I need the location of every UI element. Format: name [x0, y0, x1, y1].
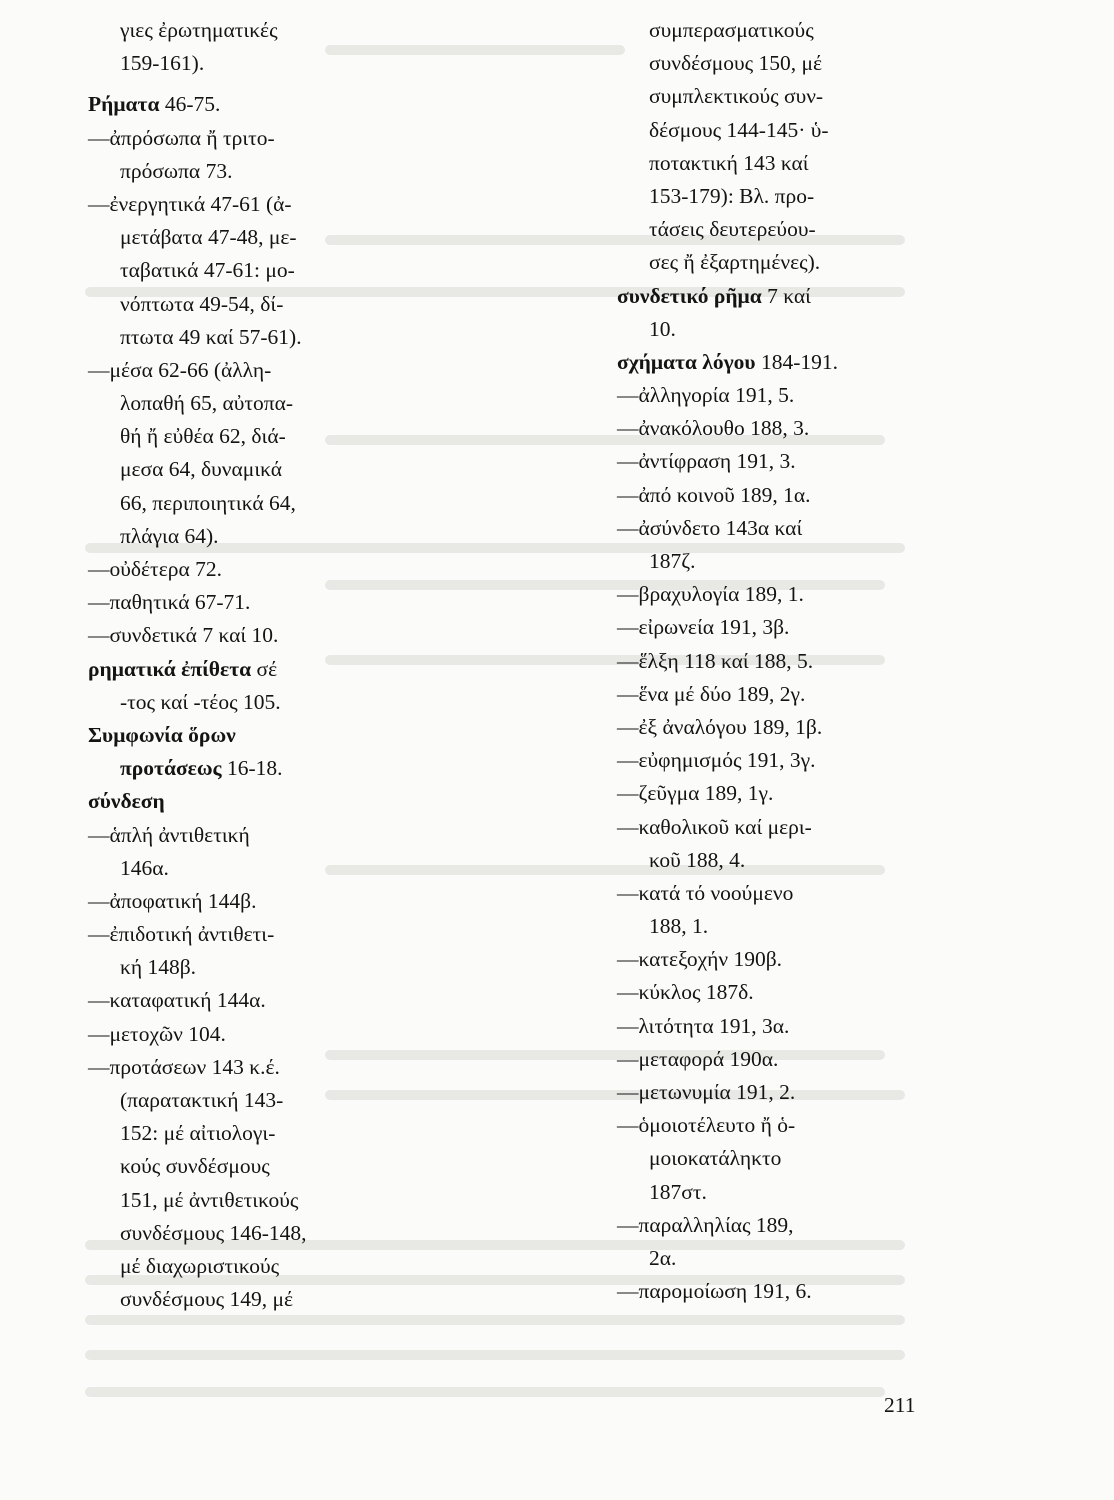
index-text: (παρατακτική 143- — [120, 1088, 284, 1112]
index-line — [88, 188, 360, 221]
index-line — [617, 313, 879, 346]
index-text: ποτακτική 143 καί — [649, 150, 809, 175]
index-line — [617, 14, 879, 47]
index-line — [88, 686, 360, 719]
index-line — [88, 984, 360, 1017]
index-line — [617, 976, 879, 1009]
index-headword: σύνδεση — [88, 789, 165, 814]
index-text: συμπλεκτικούς συν- — [649, 84, 824, 109]
index-line — [88, 487, 360, 520]
index-text: κή 148β. — [120, 955, 197, 980]
index-text: —εἰρωνεία 191, 3β. — [617, 615, 790, 640]
index-line — [88, 155, 360, 188]
index-text: 152: μέ αἰτιολογι- — [120, 1121, 276, 1146]
index-line — [88, 321, 360, 354]
index-line — [617, 1109, 879, 1142]
index-line — [617, 280, 879, 313]
index-text: —καταφατική 144α. — [88, 988, 266, 1013]
index-line — [88, 88, 360, 121]
index-text: —κατεξοχήν 190β. — [617, 947, 783, 972]
index-line — [88, 553, 360, 586]
index-headword: συνδετικό ρῆμα — [617, 283, 762, 308]
index-text: 187στ. — [649, 1179, 707, 1204]
index-text: πρόσωπα 73. — [120, 158, 233, 183]
index-text: —παθητικά 67-71. — [88, 590, 251, 615]
index-text: —ἐξ ἀναλόγου 189, 1β. — [617, 714, 823, 739]
index-text: πλάγια 64). — [120, 523, 219, 548]
index-text: λοπαθή 65, αὐτοπα- — [120, 391, 294, 416]
index-line — [617, 1076, 879, 1109]
index-reference: 7 καί — [761, 283, 811, 308]
index-headword: σχήματα λόγου — [617, 349, 756, 374]
index-line — [88, 14, 360, 47]
index-line — [617, 545, 879, 578]
index-text: —ἀνακόλουθο 188, 3. — [617, 416, 810, 441]
index-line — [617, 744, 879, 777]
index-line — [617, 412, 879, 445]
index-line — [617, 80, 879, 113]
index-text: —ἀπρόσωπα ἤ τριτο- — [88, 125, 275, 150]
index-text: ταβατικά 47-61: μο- — [120, 258, 295, 283]
index-text: 146α. — [120, 855, 169, 880]
index-line — [617, 147, 879, 180]
index-headword: προτάσεως — [120, 756, 222, 781]
index-text: —ζεῦγμα 189, 1γ. — [617, 781, 774, 806]
index-text: πτωτα 49 καί 57-61). — [120, 324, 302, 349]
index-line — [617, 1043, 879, 1076]
index-reference: σέ — [251, 656, 278, 681]
index-text: 188, 1. — [649, 914, 709, 939]
index-line — [617, 777, 879, 810]
index-line — [88, 1250, 360, 1283]
index-line — [88, 453, 360, 486]
index-line — [88, 1117, 360, 1150]
index-line — [88, 1283, 360, 1316]
index-line — [617, 1176, 879, 1209]
index-line — [617, 611, 879, 644]
index-line — [88, 1084, 360, 1117]
index-text: —κατά τό νοούμενο — [617, 880, 794, 905]
index-text: —παραλληλίας 189, — [617, 1212, 794, 1237]
index-line — [617, 844, 879, 877]
index-line — [88, 586, 360, 619]
index-line — [617, 512, 879, 545]
index-text: —μέσα 62-66 (ἀλλη- — [88, 357, 272, 382]
index-text: 151, μέ ἀντιθετικούς — [120, 1187, 299, 1212]
index-text: 10. — [649, 316, 676, 341]
index-line — [88, 619, 360, 652]
index-text: τάσεις δευτερεύου- — [649, 217, 816, 242]
index-text: —βραχυλογία 189, 1. — [617, 582, 804, 607]
index-text: —μετωνυμία 191, 2. — [617, 1080, 796, 1104]
index-line — [617, 910, 879, 943]
index-line — [88, 221, 360, 254]
index-text: —ὁμοιοτέλευτο ἤ ὁ- — [617, 1113, 796, 1138]
index-line — [88, 520, 360, 553]
index-text: μετάβατα 47-48, με- — [120, 225, 297, 250]
index-line — [88, 1184, 360, 1217]
index-text: συνδέσμους 146-148, — [120, 1220, 307, 1245]
index-text: δέσμους 144-145· ὑ- — [649, 117, 829, 142]
index-line — [617, 213, 879, 246]
index-line — [88, 852, 360, 885]
index-text: —ἕνα μέ δύο 189, 2γ. — [617, 681, 806, 706]
index-reference: 184-191. — [755, 349, 839, 374]
index-reference: 46-75. — [159, 92, 221, 117]
index-line — [617, 180, 879, 213]
index-line — [88, 1150, 360, 1183]
index-reference: 16-18. — [221, 756, 283, 781]
index-column-left — [88, 14, 360, 1316]
index-line — [617, 1275, 879, 1308]
index-text: —ἐνεργητικά 47-61 (ἀ- — [88, 191, 292, 216]
index-text: 187ζ. — [649, 549, 696, 573]
index-line — [617, 246, 879, 279]
index-line — [617, 1209, 879, 1242]
index-text: -τος καί -τέος 105. — [120, 689, 281, 714]
index-text: —μετοχῶν 104. — [88, 1021, 226, 1046]
index-text: —ἕλξη 118 καί 188, 5. — [617, 648, 814, 673]
index-line — [88, 819, 360, 852]
index-text: —ἀντίφραση 191, 3. — [617, 449, 796, 474]
index-line — [617, 346, 879, 379]
index-line — [88, 1217, 360, 1250]
index-text: —προτάσεων 143 κ.έ. — [88, 1054, 280, 1079]
index-text: θή ἤ εὐθέα 62, διά- — [120, 424, 286, 449]
index-line — [617, 943, 879, 976]
index-line — [88, 653, 360, 686]
index-line — [88, 387, 360, 420]
index-text: νόπτωτα 49-54, δί- — [120, 291, 284, 316]
index-line — [617, 47, 879, 80]
index-text: —οὐδέτερα 72. — [88, 557, 222, 581]
index-line — [88, 420, 360, 453]
index-text: μέ διαχωριστικούς — [120, 1253, 280, 1278]
index-text: —καθολικοῦ καί μερι- — [617, 814, 812, 839]
index-text: —ἀποφατική 144β. — [88, 888, 257, 913]
index-line — [617, 678, 879, 711]
index-text: γιες ἐρωτηματικές — [120, 18, 278, 42]
index-text: 66, περιποιητικά 64, — [120, 490, 296, 515]
index-line — [617, 479, 879, 512]
index-text: —παρομοίωση 191, 6. — [617, 1279, 812, 1304]
index-line — [617, 114, 879, 147]
index-text: μεσα 64, δυναμικά — [120, 457, 283, 482]
index-line — [88, 918, 360, 951]
index-line — [617, 1142, 879, 1175]
index-text: συνδέσμους 149, μέ — [120, 1287, 294, 1312]
index-text: —κύκλος 187δ. — [617, 980, 754, 1005]
index-text: —ἀλληγορία 191, 5. — [617, 383, 795, 408]
index-column-right — [617, 14, 879, 1308]
index-line — [617, 811, 879, 844]
index-headword: Συμφωνία ὅρων — [88, 722, 236, 747]
index-text: —ἐπιδοτική ἀντιθετι- — [88, 922, 275, 947]
index-line — [88, 1051, 360, 1084]
page-number: 211 — [884, 1393, 916, 1417]
index-line — [617, 711, 879, 744]
index-text: κοῦ 188, 4. — [649, 847, 746, 872]
index-line — [88, 1018, 360, 1051]
index-line — [88, 47, 360, 80]
index-text: μοιοκατάληκτο — [649, 1146, 782, 1171]
index-text: —λιτότητα 191, 3α. — [617, 1013, 790, 1038]
index-text: —ἀσύνδετο 143α καί — [617, 515, 803, 540]
index-line — [88, 288, 360, 321]
index-line — [88, 885, 360, 918]
index-line — [617, 877, 879, 910]
index-text: κούς συνδέσμους — [120, 1154, 270, 1179]
index-text: —ἀπό κοινοῦ 189, 1α. — [617, 482, 811, 507]
index-headword: ρηματικά ἐπίθετα — [88, 656, 252, 681]
index-line — [88, 122, 360, 155]
index-line — [88, 354, 360, 387]
index-text: 159-161). — [120, 51, 205, 76]
index-line — [617, 645, 879, 678]
index-text: 153-179): Βλ. προ- — [649, 183, 815, 208]
index-line — [617, 1010, 879, 1043]
index-line — [617, 445, 879, 478]
index-text: —μεταφορά 190α. — [617, 1046, 779, 1071]
index-line — [617, 379, 879, 412]
index-text: 2α. — [649, 1245, 677, 1270]
index-line — [88, 785, 360, 818]
index-line — [88, 951, 360, 984]
index-headword: Ρήματα — [88, 92, 160, 117]
index-line — [617, 578, 879, 611]
index-text: —ἁπλή ἀντιθετική — [88, 822, 250, 847]
index-text: —συνδετικά 7 καί 10. — [88, 623, 279, 648]
index-line — [88, 254, 360, 287]
index-text: συμπερασματικούς — [649, 18, 814, 42]
index-line — [88, 719, 360, 752]
index-text: συνδέσμους 150, μέ — [649, 51, 823, 76]
index-text: σες ἤ ἐξαρτημένες). — [649, 250, 821, 275]
index-line — [617, 1242, 879, 1275]
index-text: —εὐφημισμός 191, 3γ. — [617, 748, 816, 773]
index-line — [88, 752, 360, 785]
